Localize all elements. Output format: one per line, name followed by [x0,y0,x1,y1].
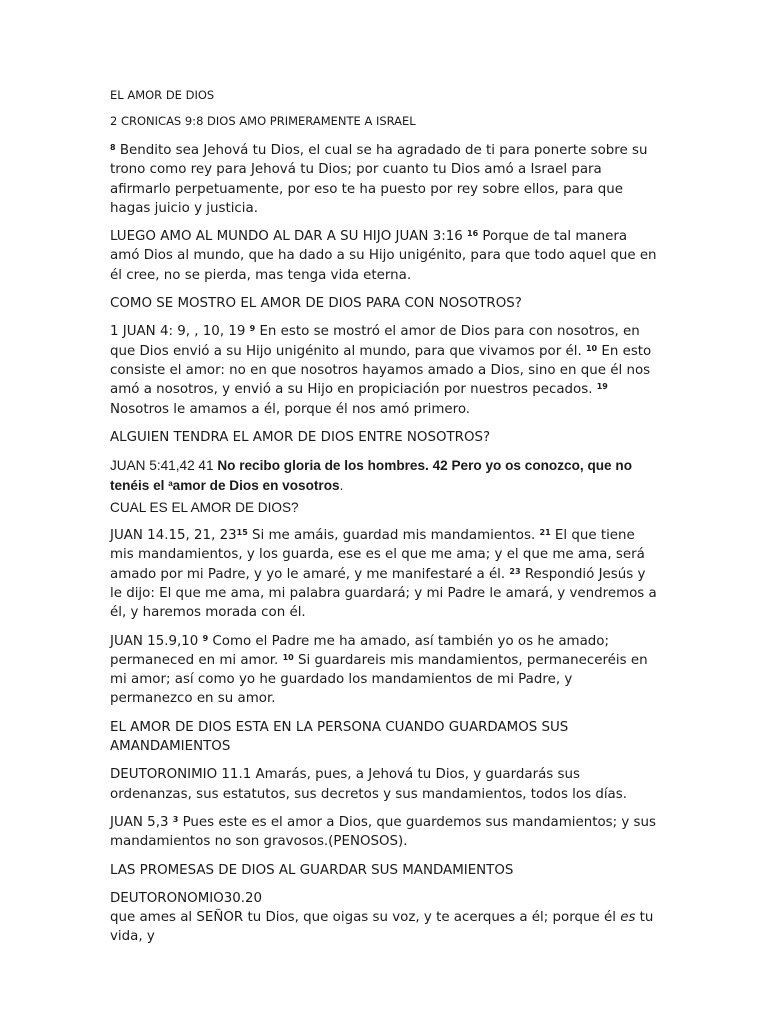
verse-text: que ames al SEÑOR tu Dios, que oigas su voz, y te acerques a él; porque él [110,910,621,926]
verse-text: En esto consiste el amor: no en que nosotros hayamos amado a Dios, sino en que él nos amó a nosotros, y envió a su Hijo en propiciación por nuestros pecados. [110,343,652,398]
verse-number: 23 [509,566,521,576]
paragraph-cronicas [110,141,658,218]
verse-number: 16 [467,229,479,239]
document-subtitle: 2 CRONICAS 9:8 DIOS AMO PRIMERAMENTE A ISRAEL [110,114,416,128]
heading-amor-en-persona: EL AMOR DE DIOS ESTA EN LA PERSONA CUANDO GUARDAMOS SUS AMANDAMIENTOS [110,719,569,755]
verse-text: tu vida, y [110,910,654,945]
document-title: EL AMOR DE DIOS [110,88,215,102]
paragraph-1-juan-4 [110,322,658,418]
verse-number: 9 [202,633,209,643]
verse-reference: JUAN 5,3 [110,814,173,830]
verse-text: Pues este es el amor a Dios, que guardemos sus mandamientos; y sus mandamientos no son gravosos.(PENOSOS). [110,814,656,850]
paragraph-juan-5-3 [110,813,658,852]
verse-number: 9 [249,324,256,334]
verse-text: Nosotros le amamos a él, porque él nos amó primero. [110,401,471,417]
paragraph-deuteronomio-11: DEUTORONIMIO 11.1 Amarás, pues, a Jehová tu Dios, y guardarás sus ordenanzas, sus estatutos, sus decretos y sus mandamientos, todos los días. [110,767,627,802]
verse-text: El que tiene mis mandamientos, y los guarda, ese es el que me ama; y el que me ama, será amado por mi Padre, y yo le amaré, y me manifestaré a él. [110,528,645,582]
verse-text-italic: es [620,910,636,926]
document-body [110,87,658,947]
paragraph-juan-3-16 [110,227,658,285]
verse-reference: JUAN 5:41,42 41 [110,458,218,474]
heading-como-se-mostro: COMO SE MOSTRO EL AMOR DE DIOS PARA CON NOSOTROS? [110,296,522,312]
verse-text-bold: No recibo gloria de los hombres. 42 Pero yo os conozco, que no tenéis el [110,458,633,494]
heading-cual-es: CUAL ES EL AMOR DE DIOS? [110,499,299,515]
verse-text: Bendito sea Jehová tu Dios, el cual se ha agradado de ti para ponerte sobre su trono como rey para Jehová tu Dios; por cuanto tu Dios amó a Israel para afirmarlo perpetuamente, por eso te ha puesto por rey sobre ellos, para que hagas juicio y justicia. [110,143,648,216]
verse-end: . [339,478,344,494]
verse-number: 19 [596,382,608,392]
verse-text: Como el Padre me ha amado, así también yo os he amado; permaneced en mi amor. [110,633,609,668]
verse-text: Porque de tal manera amó Dios al mundo, que ha dado a su Hijo unigénito, para que todo aquel que en él cree, no se pierda, mas tenga vida eterna. [110,229,657,283]
heading-alguien-tendra: ALGUIEN TENDRA EL AMOR DE DIOS ENTRE NOSOTROS? [110,429,491,445]
verse-text: En esto se mostró el amor de Dios para con nosotros, en que Dios envió a su Hijo unigénito al mundo, para que vivamos por él. [110,324,640,359]
footnote-marker: a [168,479,173,489]
verse-text: Si me amáis, guardad mis mandamientos. [247,528,540,544]
verse-reference: DEUTORONOMIO30.20 [110,890,263,906]
verse-text: Si guardareis mis mandamientos, permaneceréis en mi amor; así como yo he guardado los mandamientos de mi Padre, y permanezco en su amor. [110,652,648,707]
verse-text: Respondió Jesús y le dijo: El que me ama, mi palabra guardará; y mi Padre le amará, y vendremos a él, y haremos morada con él. [110,566,657,621]
verse-reference: JUAN 15.9,10 [110,633,203,649]
heading-promesas: LAS PROMESAS DE DIOS AL GUARDAR SUS MANDAMIENTOS [110,862,514,878]
verse-number: 3 [172,814,179,824]
verse-reference: LUEGO AMO AL MUNDO AL DAR A SU HIJO JUAN 3:16 [110,229,468,245]
verse-reference: JUAN 14.15, 21, 23 [110,528,237,544]
verse-number: 10 [585,343,598,353]
verse-number: 15 [236,528,248,538]
paragraph-deuteronomio-30 [110,889,658,947]
verse-number: 10 [282,652,294,662]
paragraph-juan-15 [110,632,658,709]
verse-number: 8 [110,143,116,152]
verse-number: 21 [539,528,551,538]
paragraph-juan-5-41 [110,456,658,497]
paragraph-juan-14 [110,526,658,622]
verse-reference: 1 JUAN 4: 9, , 10, 19 [110,324,250,340]
verse-text-bold: amor de Dios en vosotros [172,478,340,494]
